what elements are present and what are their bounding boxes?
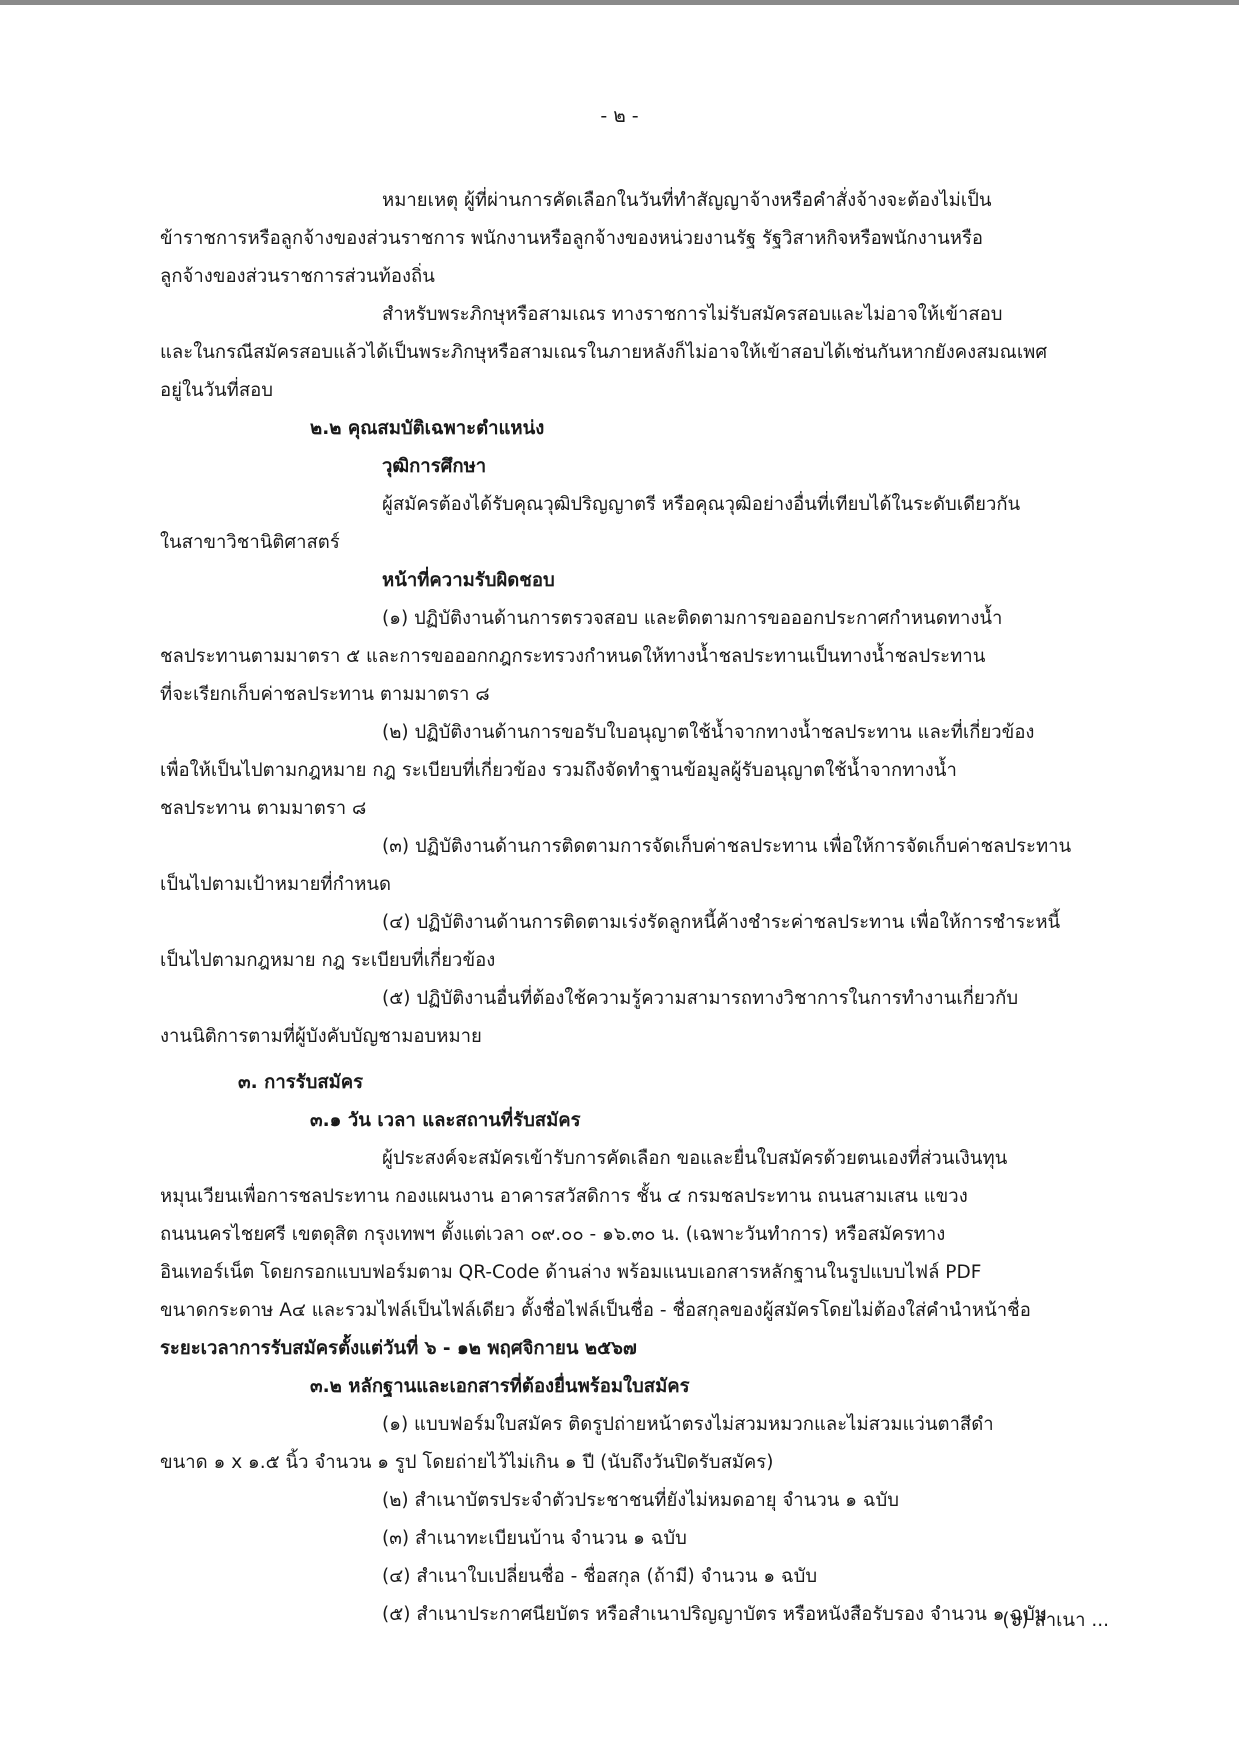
text-line: ที่จะเรียกเก็บค่าชลประทาน ตามมาตรา ๘ <box>160 684 490 705</box>
text-line: หมายเหตุ ผู้ที่ผ่านการคัดเลือกในวันที่ทำสัญญาจ้างหรือคำสั่งจ้างจะต้องไม่เป็น <box>382 190 992 211</box>
text-line: ผู้ประสงค์จะสมัครเข้ารับการคัดเลือก ขอและยื่นใบสมัครด้วยตนเองที่ส่วนเงินทุน <box>382 1148 1008 1169</box>
text-line: (๒) สำเนาบัตรประจำตัวประชาชนที่ยังไม่หมดอายุ จำนวน ๑ ฉบับ <box>382 1490 899 1511</box>
text-line: (๕) สำเนาประกาศนียบัตร หรือสำเนาปริญญาบัตร หรือหนังสือรับรอง จำนวน ๑ ฉบับ <box>382 1604 1047 1625</box>
text-line: (๕) ปฏิบัติงานอื่นที่ต้องใช้ความรู้ความสามารถทางวิชาการในการทำงานเกี่ยวกับ <box>382 988 1019 1009</box>
section-heading: ระยะเวลาการรับสมัครตั้งแต่วันที่ ๖ - ๑๒ พฤศจิกายน ๒๕๖๗ <box>160 1338 637 1359</box>
text-line: (๓) สำเนาทะเบียนบ้าน จำนวน ๑ ฉบับ <box>382 1528 687 1549</box>
text-line: ลูกจ้างของส่วนราชการส่วนท้องถิ่น <box>160 266 435 287</box>
text-line: (๑) ปฏิบัติงานด้านการตรวจสอบ และติดตามการขอออกประกาศกำหนดทางน้ำ <box>382 608 1003 629</box>
section-heading: วุฒิการศึกษา <box>382 456 487 477</box>
section-heading: ๒.๒ คุณสมบัติเฉพาะตำแหน่ง <box>310 418 545 439</box>
text-line: ขนาดกระดาษ A๔ และรวมไฟล์เป็นไฟล์เดียว ตั้งชื่อไฟล์เป็นชื่อ - ชื่อสกุลของผู้สมัครโดยไม่ต้องใส่คำนำหน้าชื่อ <box>160 1300 1031 1321</box>
text-line: ข้าราชการหรือลูกจ้างของส่วนราชการ พนักงานหรือลูกจ้างของหน่วยงานรัฐ รัฐวิสาหกิจหรือพนักงานหรือ <box>160 228 984 249</box>
text-line: อินเทอร์เน็ต โดยกรอกแบบฟอร์มตาม QR-Code ด้านล่าง พร้อมแนบเอกสารหลักฐานในรูปแบบไฟล์ PDF <box>160 1262 982 1283</box>
section-heading: ๓.๒ หลักฐานและเอกสารที่ต้องยื่นพร้อมใบสมัคร <box>310 1376 690 1397</box>
section-heading: ๓. การรับสมัคร <box>238 1072 364 1093</box>
text-line: ถนนนครไชยศรี เขตดุสิต กรุงเทพฯ ตั้งแต่เวลา ๐๙.๐๐ - ๑๖.๓๐ น. (เฉพาะวันทำการ) หรือสมัครทาง <box>160 1224 946 1245</box>
text-line: งานนิติการตามที่ผู้บังคับบัญชามอบหมาย <box>160 1026 482 1047</box>
text-line: (๒) ปฏิบัติงานด้านการขอรับใบอนุญาตใช้น้ำจากทางน้ำชลประทาน และที่เกี่ยวข้อง <box>382 722 1035 743</box>
text-line: (๔) ปฏิบัติงานด้านการติดตามเร่งรัดลูกหนี้ค้างชำระค่าชลประทาน เพื่อให้การชำระหนี้ <box>382 912 1061 933</box>
text-line: (๑) แบบฟอร์มใบสมัคร ติดรูปถ่ายหน้าตรงไม่สวมหมวกและไม่สวมแว่นตาสีดำ <box>382 1414 994 1435</box>
text-line: หมุนเวียนเพื่อการชลประทาน กองแผนงาน อาคารสวัสดิการ ชั้น ๔ กรมชลประทาน ถนนสามเสน แขวง <box>160 1186 968 1207</box>
text-line: เพื่อให้เป็นไปตามกฎหมาย กฎ ระเบียบที่เกี่ยวข้อง รวมถึงจัดทำฐานข้อมูลผู้รับอนุญาตใช้น้ำจากทางน้ำ <box>160 760 957 781</box>
section-heading: ๓.๑ วัน เวลา และสถานที่รับสมัคร <box>310 1110 581 1131</box>
text-line: (๔) สำเนาใบเปลี่ยนชื่อ - ชื่อสกุล (ถ้ามี) จำนวน ๑ ฉบับ <box>382 1566 818 1587</box>
text-line: ในสาขาวิชานิติศาสตร์ <box>160 532 340 553</box>
text-line: ผู้สมัครต้องได้รับคุณวุฒิปริญญาตรี หรือคุณวุฒิอย่างอื่นที่เทียบได้ในระดับเดียวกัน <box>382 494 1021 515</box>
text-line: ชลประทาน ตามมาตรา ๘ <box>160 798 367 819</box>
text-line: สำหรับพระภิกษุหรือสามเณร ทางราชการไม่รับสมัครสอบและไม่อาจให้เข้าสอบ <box>382 304 1003 325</box>
text-line: ขนาด ๑ x ๑.๕ นิ้ว จำนวน ๑ รูป โดยถ่ายไว้ไม่เกิน ๑ ปี (นับถึงวันปิดรับสมัคร) <box>160 1452 774 1473</box>
page-number: - ๒ - <box>600 105 639 127</box>
text-line: เป็นไปตามกฎหมาย กฎ ระเบียบที่เกี่ยวข้อง <box>160 950 496 971</box>
text-line: อยู่ในวันที่สอบ <box>160 380 274 401</box>
section-heading: หน้าที่ความรับผิดชอบ <box>382 570 555 591</box>
text-line: (๓) ปฏิบัติงานด้านการติดตามการจัดเก็บค่าชลประทาน เพื่อให้การจัดเก็บค่าชลประทาน <box>382 836 1072 857</box>
text-line: เป็นไปตามเป้าหมายที่กำหนด <box>160 874 392 895</box>
text-line: และในกรณีสมัครสอบแล้วได้เป็นพระภิกษุหรือสามเณรในภายหลังก็ไม่อาจให้เข้าสอบได้เช่นกันหากยังคงสมณเพศ <box>160 342 1048 363</box>
continuation-marker: (๖) สำเนา ... <box>1002 1610 1109 1631</box>
text-line: ชลประทานตามมาตรา ๕ และการขอออกกฎกระทรวงกำหนดให้ทางน้ำชลประทานเป็นทางน้ำชลประทาน <box>160 646 986 667</box>
